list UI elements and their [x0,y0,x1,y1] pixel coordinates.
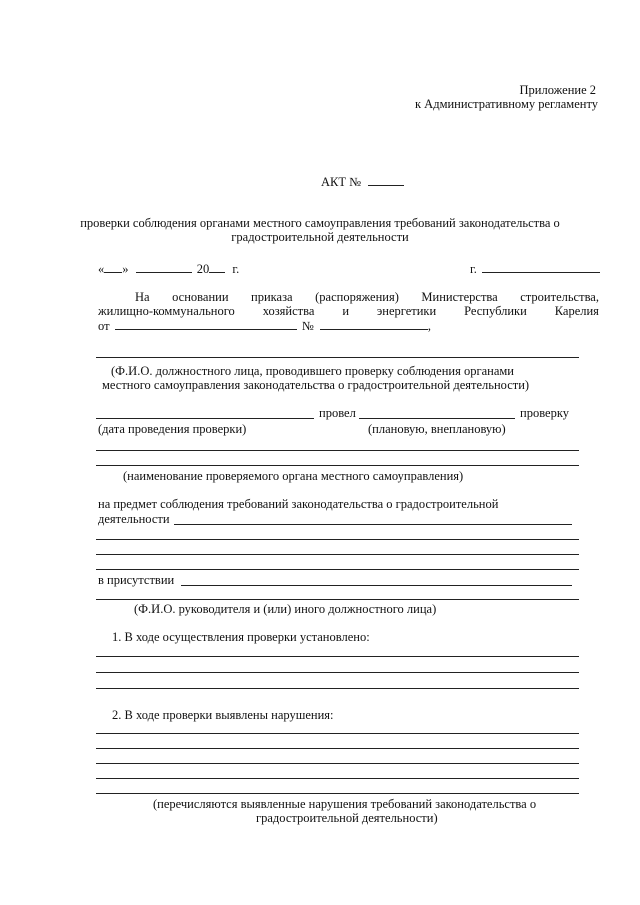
presence-field-2[interactable] [96,599,579,600]
subject-line2: деятельности [98,512,170,526]
basis-line2: жилищно-коммунального хозяйства и энергетики Республики Карелия [98,304,599,318]
violations-field-5[interactable] [96,793,579,794]
basis-line3: от № , [98,319,431,333]
violations-field-4[interactable] [96,778,579,779]
organ-caption: (наименование проверяемого органа местного самоуправления) [123,469,464,483]
presence-caption: (Ф.И.О. руководителя и (или) иного должностного лица) [134,602,437,616]
order-number-field[interactable] [320,318,428,330]
city-field[interactable] [482,261,600,273]
inspection-word-label: проверку [520,406,569,420]
month-field[interactable] [136,261,192,273]
year-field[interactable] [209,261,225,273]
findings-field-2[interactable] [96,672,579,673]
appendix-label: Приложение 2 [519,83,596,97]
violations-field-2[interactable] [96,748,579,749]
subject-field-4[interactable] [96,569,579,570]
presence-label: в присутствии [98,573,175,587]
official-name-field[interactable] [96,357,579,358]
regulation-label: к Административному регламенту [414,97,598,111]
subject-field-1[interactable] [174,524,572,525]
act-number-field[interactable] [368,174,404,186]
official-caption-line2: местного самоуправления законодательства о градостроительной деятельности) [102,378,530,392]
inspection-type-caption: (плановую, внеплановую) [368,422,506,436]
presence-field-1[interactable] [181,585,572,586]
official-caption-line1: (Ф.И.О. должностного лица, проводившего проверку соблюдения органами [111,364,514,378]
inspection-type-field[interactable] [359,418,515,419]
inspection-date-field[interactable] [96,418,314,419]
section1-label: 1. В ходе осуществления проверки установлено: [112,630,370,644]
inspection-date-caption: (дата проведения проверки) [98,422,247,436]
violations-caption-line1: (перечисляются выявленные нарушения требований законодательства о [153,797,537,811]
violations-field-3[interactable] [96,763,579,764]
conducted-label: провел [319,406,356,420]
day-field[interactable] [104,261,122,273]
basis-line1: На основании приказа (распоряжения) Министерства строительства, [135,290,599,304]
city-row: г. [470,261,600,276]
organ-name-field-2[interactable] [96,465,579,466]
act-subtitle-line2: градостроительной деятельности [231,230,409,244]
date-row: « » 20 г. [98,262,240,276]
order-date-field[interactable] [115,318,297,330]
subject-field-3[interactable] [96,554,579,555]
act-title [321,174,404,189]
act-subtitle-line1: проверки соблюдения органами местного самоуправления требований законодательства о [80,216,560,230]
violations-caption-line2: градостроительной деятельности) [256,811,438,825]
subject-line1: на предмет соблюдения требований законодательства о градостроительной [98,497,499,511]
section2-label: 2. В ходе проверки выявлены нарушения: [112,708,334,722]
violations-field-1[interactable] [96,733,579,734]
act-number-label: АКТ № [321,175,362,189]
organ-name-field-1[interactable] [96,450,579,451]
findings-field-3[interactable] [96,688,579,689]
subject-field-2[interactable] [96,539,579,540]
findings-field-1[interactable] [96,656,579,657]
